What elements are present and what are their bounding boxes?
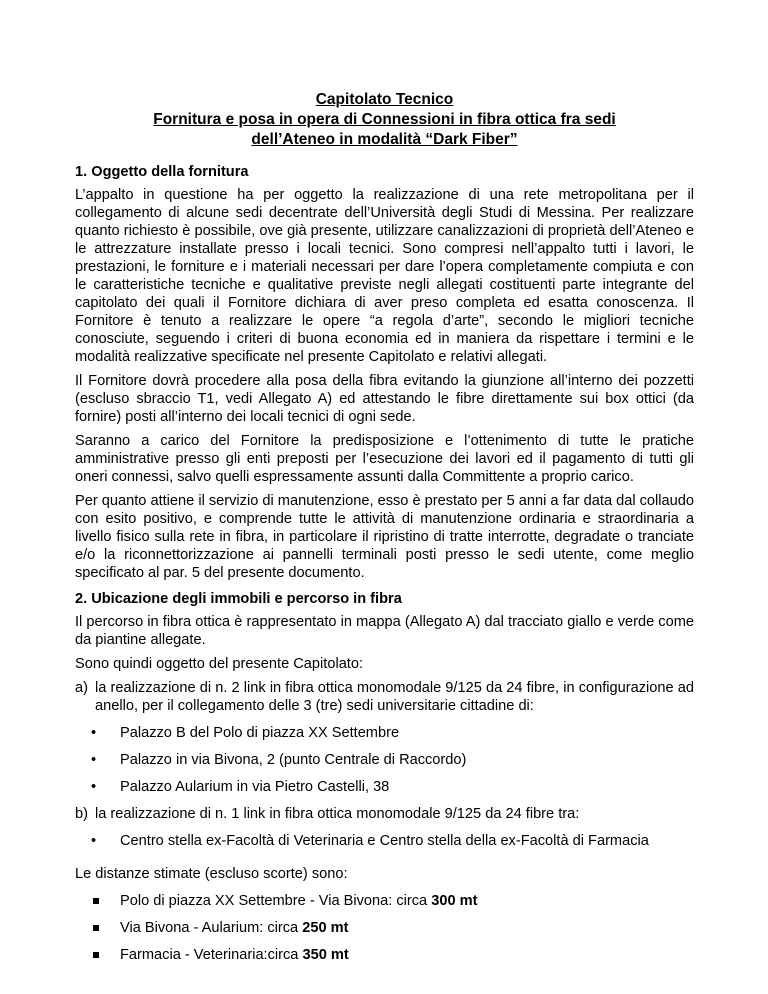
distance-label: Polo di piazza XX Settembre - Via Bivona: circa — [120, 893, 432, 909]
bullet-icon: • — [91, 752, 97, 768]
distance-label: Via Bivona - Aularium: circa — [120, 920, 303, 936]
bullet-text: Palazzo in via Bivona, 2 (punto Centrale di Raccordo) — [120, 752, 467, 768]
list-item-a-text: la realizzazione di n. 2 link in fibra ottica monomodale 9/125 da 24 fibre, in configurazione ad anello, per il collegamento delle 3 (tre) sedi universitarie cittadine di: — [95, 680, 694, 714]
square-bullet-icon — [93, 898, 99, 904]
square-bullet-icon — [93, 952, 99, 958]
list-item-b — [75, 805, 694, 823]
bullet-item — [75, 724, 694, 742]
distance-value: 300 mt — [431, 893, 478, 909]
section-1-paragraph-2: Il Fornitore dovrà procedere alla posa della fibra evitando la giunzione all’interno dei pozzetti (escluso sbraccio T1, vedi Allegato A) ed attestando le fibre direttamente sui box ottici (da fornire) posti all’interno dei locali tecnici di ogni sede. — [75, 373, 694, 425]
bullet-text: Palazzo Aularium in via Pietro Castelli, 38 — [120, 779, 390, 795]
square-bullet-icon — [93, 925, 99, 931]
section-2-paragraph-2: Sono quindi oggetto del presente Capitolato: — [75, 656, 364, 672]
section-1-paragraph-3: Saranno a carico del Fornitore la predisposizione e l’ottenimento di tutte le pratiche amministrative presso gli enti preposti per l’esecuzione dei lavori ed il pagamento di tutti gli oneri connessi, salvo quelli espressamente assunti dalla Committente a proprio carico. — [75, 433, 694, 485]
list-item-a — [75, 679, 694, 715]
distance-item — [75, 919, 694, 937]
distance-label: Farmacia - Veterinaria:circa — [120, 947, 303, 963]
bullet-icon: • — [91, 833, 97, 849]
list-item-b-text: la realizzazione di n. 1 link in fibra ottica monomodale 9/125 da 24 fibre tra: — [95, 806, 580, 822]
section-1-heading: 1. Oggetto della fornitura — [75, 164, 249, 180]
title-line-3: dell’Ateneo in modalità “Dark Fiber” — [251, 131, 518, 148]
list-marker-a: a) — [75, 680, 88, 696]
section-1-paragraph-4: Per quanto attiene il servizio di manutenzione, esso è prestato per 5 anni a far data dal collaudo con esito positivo, e comprende tutte le attività di manutenzione ordinaria e straordinaria a livello fisico sulla rete in fibra, in particolare il ripristino di tratte interrotte, degradate o tranciate e/o la riconnettorizzazione ai pannelli terminali posti presso le sedi utente, come meglio specificato al par. 5 del presente documento. — [75, 493, 695, 581]
section-1-paragraph-1: L’appalto in questione ha per oggetto la realizzazione di una rete metropolitana per il collegamento di alcune sedi decentrate dell’Università degli Studi di Messina. Per realizzare quanto richiesto è possibile, ove già presente, utilizzare canalizzazioni di proprietà dell’Ateneo e le attrezzature installate presso i locali tecnici. Sono compresi nell’appalto tutti i lavori, le prestazioni, le forniture e i materiali necessari per dare l’opera completamente compiuta e con le caratteristiche tecniche e qualitative previste negli allegati costituenti parte integrante del capitolato dei quali il Fornitore dichiara di aver preso completa ed esatta conoscenza. Il Fornitore è tenuto a realizzare le opere “a regola d’arte”, secondo le migliori tecniche conosciute, seguendo i criteri di buona economia ed in maniera da rispettare i termini e le modalità realizzative specificate nel presente Capitolato e relativi allegati. — [75, 187, 694, 365]
distance-item — [75, 892, 694, 910]
section-2-paragraph-1: Il percorso in fibra ottica è rappresentato in mappa (Allegato A) dal tracciato giallo e verde come da piantine allegate. — [75, 614, 694, 648]
section-2-heading: 2. Ubicazione degli immobili e percorso in fibra — [75, 591, 402, 607]
bullet-text: Palazzo B del Polo di piazza XX Settembre — [120, 725, 400, 741]
document-page — [75, 90, 694, 973]
bullet-item — [75, 832, 694, 850]
bullet-item — [75, 778, 694, 796]
bullet-icon: • — [91, 779, 97, 795]
distance-value: 250 mt — [302, 920, 349, 936]
list-marker-b: b) — [75, 806, 88, 822]
title-line-1: Capitolato Tecnico — [315, 91, 454, 108]
document-title — [75, 90, 694, 150]
distance-value: 350 mt — [302, 947, 349, 963]
bullet-item — [75, 751, 694, 769]
distance-item — [75, 946, 694, 964]
distances-intro: Le distanze stimate (escluso scorte) sono: — [75, 866, 348, 882]
title-line-2: Fornitura e posa in opera di Connessioni in fibra ottica fra sedi — [153, 111, 616, 128]
bullet-text: Centro stella ex-Facoltà di Veterinaria e Centro stella della ex-Facoltà di Farmacia — [120, 833, 649, 849]
bullet-icon: • — [91, 725, 97, 741]
